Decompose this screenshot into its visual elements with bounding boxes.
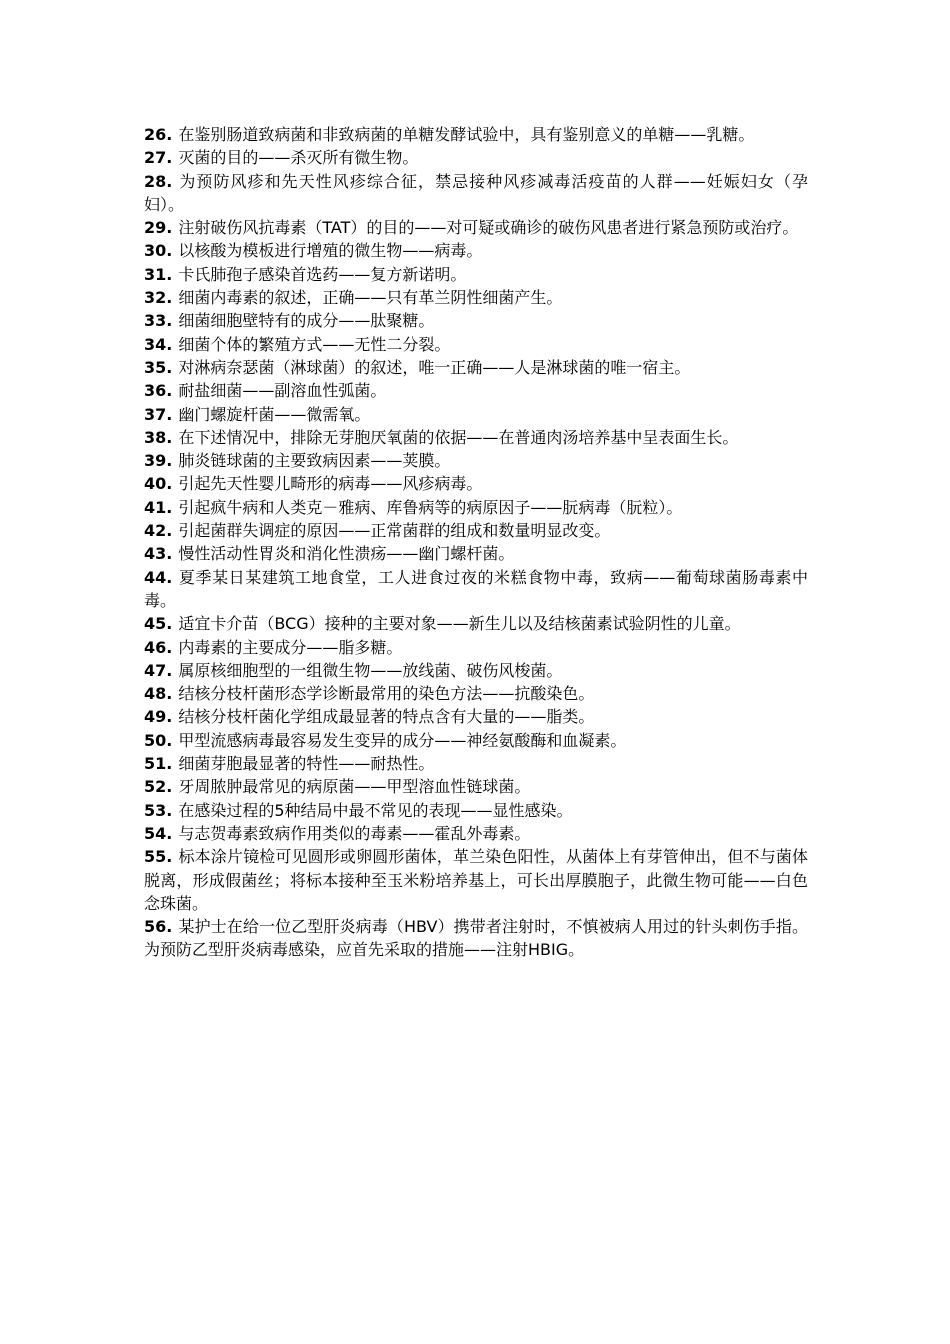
- list-item: [144, 729, 808, 752]
- list-item: [144, 403, 808, 426]
- item-text: 灭菌的目的——杀灭所有微生物。: [178, 148, 419, 168]
- item-number: 48.: [144, 684, 173, 704]
- item-text: 适宜卡介苗（BCG）接种的主要对象——新生儿以及结核菌素试验阴性的儿童。: [178, 614, 741, 634]
- item-number: 44.: [144, 567, 173, 587]
- item-number: 46.: [144, 637, 173, 657]
- item-number: 29.: [144, 218, 173, 238]
- list-item: [144, 822, 808, 845]
- item-text: 引起疯牛病和人类克－雅病、库鲁病等的病原因子——朊病毒（朊粒）。: [178, 497, 683, 517]
- item-text: 在感染过程的5种结局中最不常见的表现——显性感染。: [178, 800, 573, 820]
- item-number: 36.: [144, 381, 173, 401]
- item-text: 对淋病奈瑟菌（淋球菌）的叙述，唯一正确——人是淋球菌的唯一宿主。: [178, 357, 691, 377]
- item-text: 耐盐细菌——副溶血性弧菌。: [178, 381, 387, 401]
- list-item: [144, 356, 808, 379]
- list-item: [144, 496, 808, 519]
- item-text: 甲型流感病毒最容易发生变异的成分——神经氨酸酶和血凝素。: [178, 730, 627, 750]
- item-text: 幽门螺旋杆菌——微需氧。: [178, 404, 371, 424]
- item-text: 引起菌群失调症的原因——正常菌群的组成和数量明显改变。: [178, 521, 611, 541]
- item-number: 43.: [144, 544, 173, 564]
- item-number: 45.: [144, 614, 173, 634]
- item-text: 某护士在给一位乙型肝炎病毒（HBV）携带者注射时，不慎被病人用过的针头刺伤手指。为预防乙型肝炎病毒感染，应首先采取的措施——注射HBIG。: [144, 917, 808, 960]
- list-item: [144, 309, 808, 332]
- item-text: 注射破伤风抗毒素（TAT）的目的——对可疑或确诊的破伤风患者进行紧急预防或治疗。: [178, 218, 799, 238]
- item-text: 卡氏肺孢子感染首选药——复方新诺明。: [178, 264, 467, 284]
- item-number: 26.: [144, 125, 173, 144]
- item-number: 54.: [144, 823, 173, 843]
- list-item: [144, 286, 808, 309]
- item-number: 37.: [144, 404, 173, 424]
- list-item: [144, 216, 808, 239]
- item-text: 与志贺毒素致病作用类似的毒素——霍乱外毒素。: [178, 823, 531, 843]
- item-number: 51.: [144, 754, 173, 774]
- list-item: [144, 123, 808, 146]
- item-number: 39.: [144, 451, 173, 471]
- item-text: 为预防风疹和先天性风疹综合征，禁忌接种风疹减毒活疫苗的人群——妊娠妇女（孕妇）。: [144, 171, 808, 214]
- item-number: 50.: [144, 730, 173, 750]
- item-text: 牙周脓肿最常见的病原菌——甲型溶血性链球菌。: [178, 777, 531, 797]
- item-number: 31.: [144, 264, 173, 284]
- item-number: 56.: [144, 917, 173, 937]
- list-item: [144, 799, 808, 822]
- item-text: 慢性活动性胃炎和消化性溃疡——幽门螺杆菌。: [178, 544, 515, 564]
- list-item: [144, 705, 808, 728]
- list-item: [144, 379, 808, 402]
- list-item: [144, 659, 808, 682]
- list-item: [144, 170, 808, 217]
- item-number: 28.: [144, 171, 173, 191]
- list-item: [144, 519, 808, 542]
- item-text: 细菌个体的繁殖方式——无性二分裂。: [178, 334, 451, 354]
- item-text: 标本涂片镜检可见圆形或卵圆形菌体，革兰染色阳性，从菌体上有芽管伸出，但不与菌体脱离，形成假菌丝；将标本接种至玉米粉培养基上，可长出厚膜胞子，此微生物可能——白色念珠菌。: [144, 847, 808, 913]
- item-number: 53.: [144, 800, 173, 820]
- list-item: [144, 752, 808, 775]
- item-text: 在鉴别肠道致病菌和非致病菌的单糖发酵试验中，具有鉴别意义的单糖——乳糖。: [178, 125, 755, 144]
- item-number: 41.: [144, 497, 173, 517]
- list-item: [144, 333, 808, 356]
- item-text: 肺炎链球菌的主要致病因素——荚膜。: [178, 451, 451, 471]
- item-text: 引起先天性婴儿畸形的病毒——风疹病毒。: [178, 474, 483, 494]
- item-number: 33.: [144, 311, 173, 331]
- item-number: 32.: [144, 288, 173, 308]
- list-item: [144, 636, 808, 659]
- list-item: [144, 915, 808, 962]
- item-number: 35.: [144, 357, 173, 377]
- list-item: [144, 682, 808, 705]
- item-number: 38.: [144, 427, 173, 447]
- item-text: 细菌内毒素的叙述，正确——只有革兰阴性细菌产生。: [178, 288, 563, 308]
- list-item: [144, 472, 808, 495]
- item-text: 内毒素的主要成分——脂多糖。: [178, 637, 403, 657]
- item-number: 42.: [144, 521, 173, 541]
- question-list: [144, 123, 808, 962]
- list-item: [144, 775, 808, 798]
- item-text: 属原核细胞型的一组微生物——放线菌、破伤风梭菌。: [178, 660, 563, 680]
- item-text: 细菌芽胞最显著的特性——耐热性。: [178, 754, 435, 774]
- list-item: [144, 263, 808, 286]
- list-item: [144, 449, 808, 472]
- item-text: 夏季某日某建筑工地食堂，工人进食过夜的米糕食物中毒，致病——葡萄球菌肠毒素中毒。: [144, 567, 808, 610]
- item-number: 47.: [144, 660, 173, 680]
- item-number: 34.: [144, 334, 173, 354]
- item-text: 结核分枝杆菌形态学诊断最常用的染色方法——抗酸染色。: [178, 684, 595, 704]
- list-item: [144, 542, 808, 565]
- list-item: [144, 146, 808, 169]
- item-text: 结核分枝杆菌化学组成最显著的特点含有大量的——脂类。: [178, 707, 595, 727]
- item-text: 以核酸为模板进行增殖的微生物——病毒。: [178, 241, 483, 261]
- list-item: [144, 612, 808, 635]
- item-number: 30.: [144, 241, 173, 261]
- list-item: [144, 845, 808, 915]
- item-number: 52.: [144, 777, 173, 797]
- list-item: [144, 426, 808, 449]
- item-number: 40.: [144, 474, 173, 494]
- item-text: 在下述情况中，排除无芽胞厌氧菌的依据——在普通肉汤培养基中呈表面生长。: [178, 427, 739, 447]
- item-number: 27.: [144, 148, 173, 168]
- list-item: [144, 239, 808, 262]
- list-item: [144, 566, 808, 613]
- item-number: 49.: [144, 707, 173, 727]
- item-number: 55.: [144, 847, 173, 867]
- item-text: 细菌细胞壁特有的成分——肽聚糖。: [178, 311, 435, 331]
